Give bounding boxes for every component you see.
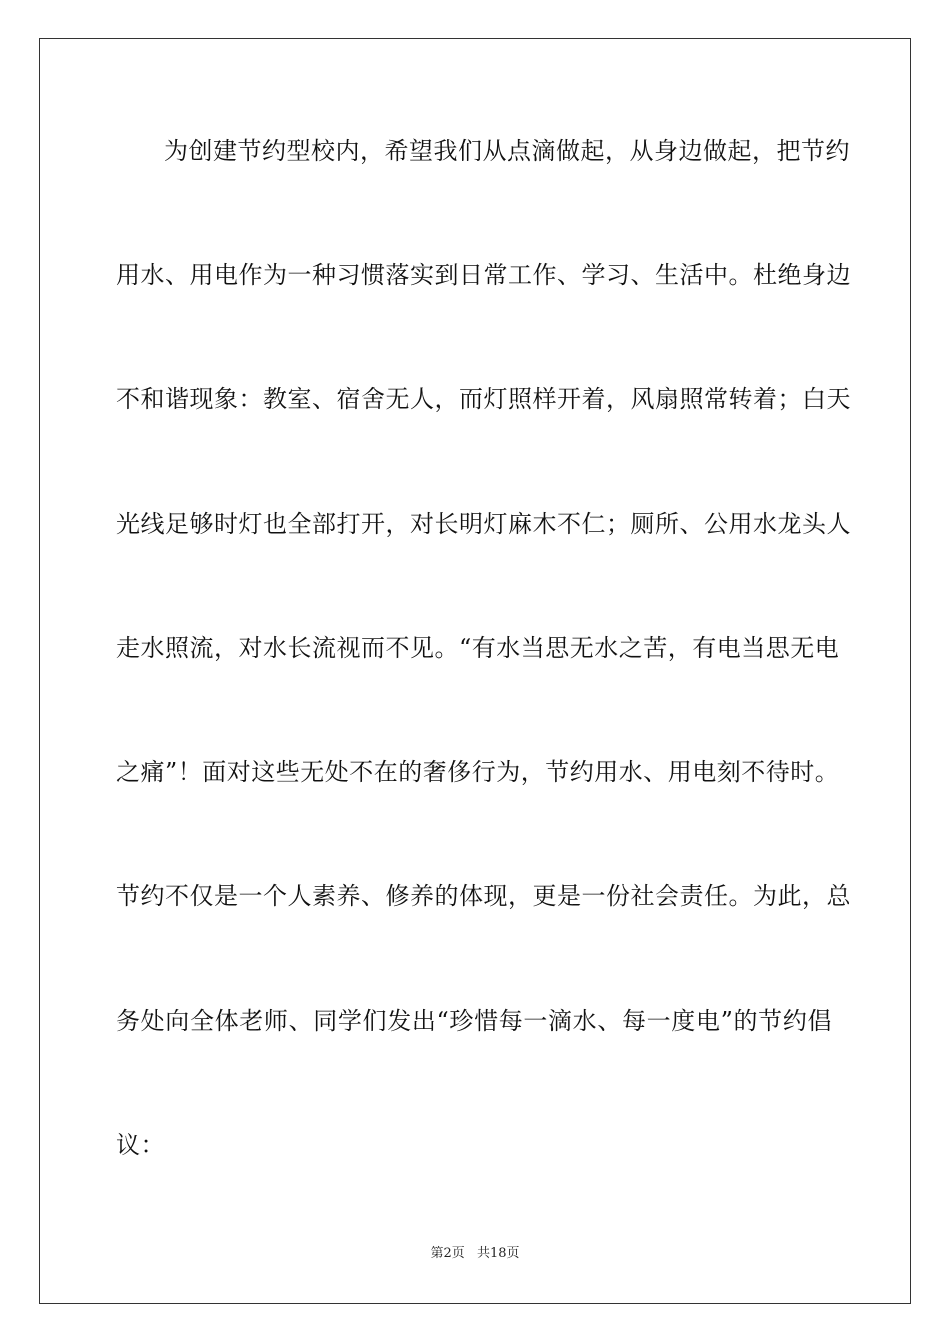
page-number: 第2页 bbox=[430, 1246, 465, 1261]
page-border bbox=[39, 38, 911, 1304]
page-total: 共18页 bbox=[476, 1246, 520, 1261]
page-footer bbox=[0, 1246, 950, 1262]
paragraph-line-9: 议： bbox=[116, 1131, 165, 1159]
paragraph-line-4: 光线足够时灯也全部打开，对长明灯麻木不仁；厕所、公用水龙头人 bbox=[116, 510, 851, 538]
paragraph-line-1: 为创建节约型校内，希望我们从点滴做起，从身边做起，把节约 bbox=[164, 137, 850, 165]
paragraph-line-2: 用水、用电作为一种习惯落实到日常工作、学习、生活中。杜绝身边 bbox=[116, 261, 851, 289]
paragraph-line-3: 不和谐现象：教室、宿舍无人，而灯照样开着，风扇照常转着；白天 bbox=[116, 385, 851, 413]
paragraph-line-8: 务处向全体老师、同学们发出“珍惜每一滴水、每一度电”的节约倡 bbox=[116, 1007, 832, 1035]
paragraph-line-6: 之痛”！面对这些无处不在的奢侈行为，节约用水、用电刻不待时。 bbox=[116, 758, 840, 786]
paragraph-line-5: 走水照流，对水长流视而不见。“有水当思无水之苦，有电当思无电 bbox=[116, 634, 840, 662]
paragraph-line-7: 节约不仅是一个人素养、修养的体现，更是一份社会责任。为此，总 bbox=[116, 882, 851, 910]
